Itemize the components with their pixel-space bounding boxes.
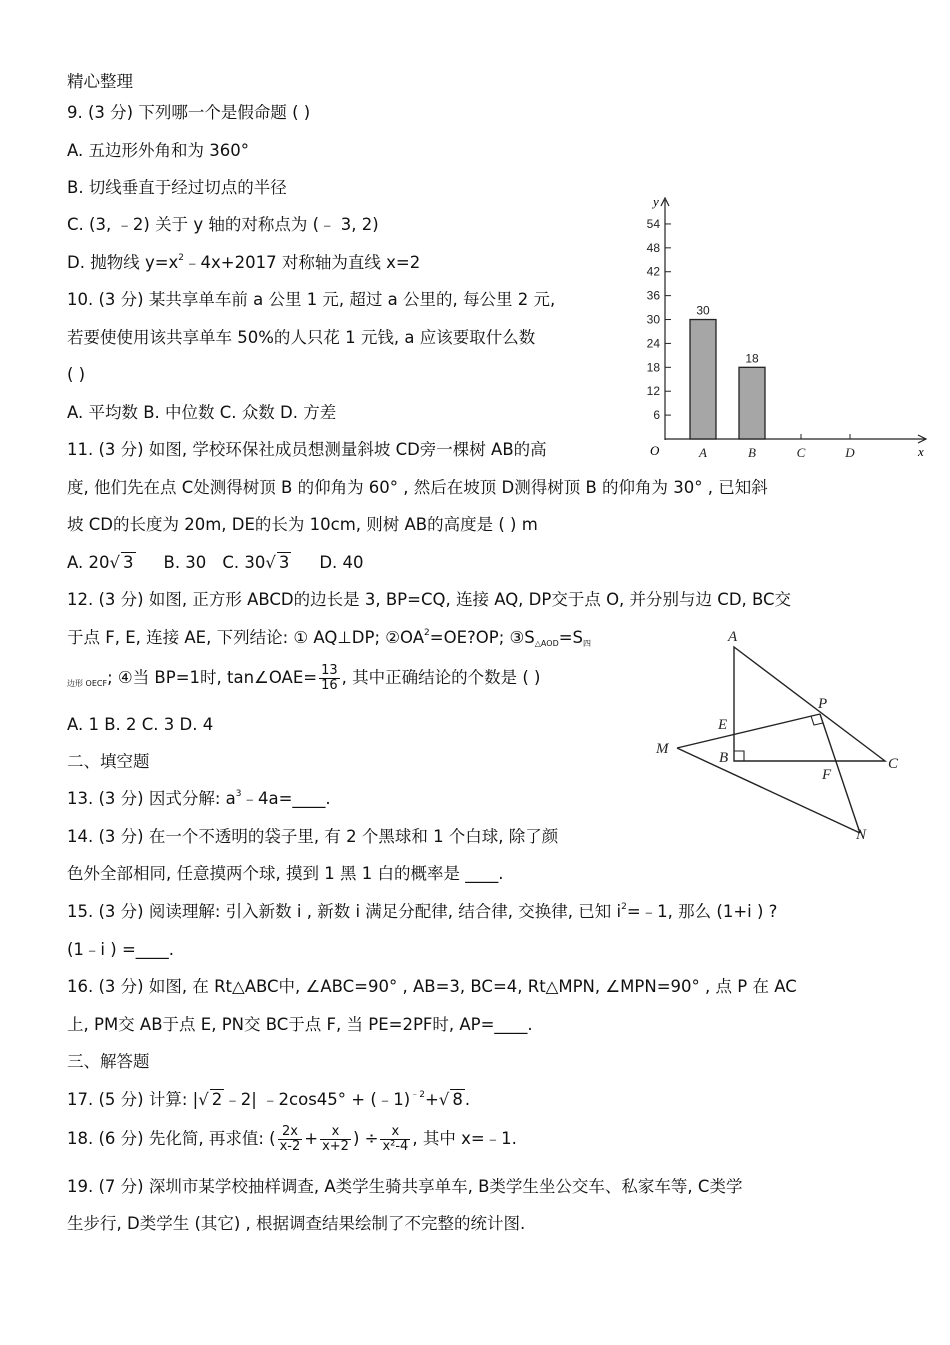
- geometry-figure: [650, 622, 910, 847]
- q16-line2: 上, PM交 AB于点 E, PN交 BC于点 F, 当 PE=2PF时, AP=____.: [67, 1015, 533, 1034]
- bar-label-B: 18: [745, 351, 759, 366]
- q17-end: .: [464, 1090, 471, 1109]
- q14-line1: 14. (3 分) 在一个不透明的袋子里, 有 2 个黑球和 1 个白球, 除了颜: [67, 827, 559, 846]
- q15-line1-b: =﹣1, 那么 (1+i ) ?: [626, 902, 778, 921]
- q12-fraction-denominator: 16: [321, 678, 338, 693]
- label-c: C: [888, 756, 899, 772]
- q18-f1-num: 2x: [278, 1125, 303, 1140]
- bar-label-A: 30: [696, 303, 710, 318]
- label-a: A: [728, 629, 738, 645]
- line-mp: [677, 714, 820, 748]
- q11-options: A. 20√ 3 B. 30 C. 30√ 3 D. 40: [67, 553, 364, 572]
- q15-line1-sup: 2: [621, 902, 627, 912]
- q12-line3-sub: 边形 OECF: [67, 679, 108, 688]
- x-axis-label: x: [918, 444, 924, 459]
- q17-radicand-1: 2: [211, 1090, 223, 1109]
- x-tick-label-D: D: [845, 445, 855, 460]
- q10-options: A. 平均数 B. 中位数 C. 众数 D. 方差: [67, 403, 337, 422]
- q12-line2-sub2: 四: [583, 639, 592, 648]
- q12-line2-b: =OE?OP; ③S: [429, 628, 535, 647]
- q11-option-b: B. 30: [163, 553, 207, 572]
- q17-radicand-2: 8: [452, 1090, 463, 1109]
- q15-line1: [67, 901, 777, 926]
- q11-option-c: C. 30: [222, 553, 266, 572]
- q18-f3-num: x: [380, 1125, 410, 1140]
- q18-f1-den: x-2: [279, 1139, 301, 1154]
- q12-line2-c: =S: [558, 628, 584, 647]
- q9-option-a: A. 五边形外角和为 360°: [67, 141, 249, 160]
- q12-line2: [67, 627, 591, 652]
- bar-B: [739, 367, 765, 439]
- q13-pre: 13. (3 分) 因式分解: a: [67, 789, 236, 808]
- q13: [67, 788, 331, 813]
- label-e: E: [718, 717, 728, 733]
- label-f: F: [822, 767, 832, 783]
- q12-line2-a: 于点 F, E, 连接 AE, 下列结论: ① AQ⊥DP; ②OA: [67, 628, 425, 647]
- q16-line1: 16. (3 分) 如图, 在 Rt△ABC中, ∠ABC=90° , AB=3, BC=4, Rt△MPN, ∠MPN=90° , 点 P 在 AC: [67, 977, 797, 996]
- q18-fraction-1: [278, 1125, 303, 1154]
- q12-line3-b: , 其中正确结论的个数是 ( ): [341, 668, 541, 687]
- q18-f3-den: x²-4: [382, 1139, 409, 1154]
- x-tick-label-A: A: [699, 445, 707, 460]
- q11-option-a: A. 20: [67, 553, 110, 572]
- q11-line3: 坡 CD的长度为 20m, DE的长为 10cm, 则树 AB的高度是 ( ) m: [67, 515, 538, 534]
- q15-line1-a: 15. (3 分) 阅读理解: 引入新数 i , 新数 i 满足分配律, 结合律, 交换律, 已知 i: [67, 902, 622, 921]
- q17-plus: +: [424, 1090, 439, 1109]
- q11-option-d: D. 40: [319, 553, 364, 572]
- y-tick-label-18: 18: [646, 360, 660, 375]
- q11-option-c-radicand: 3: [278, 553, 290, 572]
- y-tick-label-30: 30: [646, 312, 660, 327]
- q18-f2-den: x+2: [322, 1139, 349, 1154]
- q12-fraction-numerator: 13: [321, 663, 338, 678]
- bar-A: [690, 320, 716, 439]
- q18-post: , 其中 x=﹣1.: [412, 1129, 517, 1148]
- q11-line1: 11. (3 分) 如图, 学校环保社成员想测量斜坡 CD旁一棵树 AB的高: [67, 440, 547, 459]
- y-tick-label-54: 54: [646, 216, 660, 231]
- y-tick-label-6: 6: [653, 408, 660, 423]
- q9-option-c: C. (3, ﹣2) 关于 y 轴的对称点为 (﹣ 3, 2): [67, 215, 379, 234]
- y-tick-label-42: 42: [646, 264, 660, 279]
- q17: 17. (5 分) 计算: |√ 2 ﹣2| ﹣2cos45° + (﹣1)$^{﹣2}$+√ 8 .: [67, 1090, 471, 1109]
- q11-option-a-radicand: 3: [123, 553, 134, 572]
- triangle-abc: [734, 647, 885, 761]
- q19-line1: 19. (7 分) 深圳市某学校抽样调查, A类学生骑共享单车, B类学生坐公交车、私家车等, C类学: [67, 1177, 743, 1196]
- q10-line2: 若要使使用该共享单车 50%的人只花 1 元钱, a 应该要取什么数: [67, 328, 536, 347]
- q12-line2-sub1: △AOD: [534, 639, 559, 648]
- q18: [67, 1125, 517, 1154]
- q17-pre: 17. (5 分) 计算: |: [67, 1090, 199, 1109]
- q12-line3-a: ; ④当 BP=1时, tan∠OAE=: [107, 668, 318, 687]
- q10-line1: 10. (3 分) 某共享单车前 a 公里 1 元, 超过 a 公里的, 每公里 2 元,: [67, 290, 556, 309]
- q11-line2: 度, 他们先在点 C处测得树顶 B 的仰角为 60° , 然后在坡顶 D测得树顶 B 的仰角为 30° , 已知斜: [67, 478, 768, 497]
- q14-line2: 色外全部相同, 任意摸两个球, 摸到 1 黑 1 白的概率是 ____.: [67, 864, 504, 883]
- q12-options: A. 1 B. 2 C. 3 D. 4: [67, 715, 214, 734]
- chart-marks: [647, 217, 856, 460]
- x-tick-label-B: B: [748, 445, 756, 460]
- label-m: M: [656, 741, 669, 757]
- q12-line3: [67, 664, 541, 693]
- y-tick-label-24: 24: [646, 336, 660, 351]
- label-b: B: [719, 750, 729, 766]
- q18-fraction-2: [320, 1125, 351, 1154]
- section-solve: 三、解答题: [67, 1052, 150, 1071]
- q18-fraction-3: [380, 1125, 410, 1154]
- page-header: 精心整理: [67, 72, 133, 91]
- q13-post: ﹣4a=____.: [241, 789, 331, 808]
- q18-plus: +: [304, 1129, 319, 1148]
- q18-div: ) ÷: [352, 1129, 379, 1148]
- q18-pre: 18. (6 分) 先化简, 再求值: (: [67, 1129, 276, 1148]
- q15-line2: (1﹣i ) =____.: [67, 940, 175, 959]
- y-tick-label-48: 48: [646, 240, 660, 255]
- q9-stem: 9. (3 分) 下列哪一个是假命题 ( ): [67, 103, 311, 122]
- q9-option-d: [67, 252, 420, 277]
- y-tick-label-36: 36: [646, 288, 660, 303]
- x-tick-label-C: C: [796, 445, 806, 460]
- q10-line3: ( ): [67, 365, 86, 384]
- q17-sup: ﹣2: [410, 1090, 425, 1100]
- q17-mid: ﹣2| ﹣2cos45° + (﹣1): [224, 1090, 411, 1109]
- q18-f2-num: x: [320, 1125, 351, 1140]
- right-angle-b: [734, 751, 744, 761]
- label-n: N: [856, 827, 867, 843]
- origin-label: O: [650, 443, 660, 458]
- section-fill-in: 二、填空题: [67, 752, 150, 771]
- q12-line1: 12. (3 分) 如图, 正方形 ABCD的边长是 3, BP=CQ, 连接 AQ, DP交于点 O, 并分别与边 CD, BC交: [67, 590, 792, 609]
- q9-d-post: ﹣4x+2017 对称轴为直线 x=2: [184, 253, 421, 272]
- q9-d-sup: 2: [178, 253, 185, 263]
- q9-d-pre: D. 抛物线 y=x: [67, 253, 179, 272]
- y-axis-label: y: [653, 194, 659, 209]
- q12-line2-sup: 2: [424, 628, 430, 638]
- q9-option-b: B. 切线垂直于经过切点的半径: [67, 178, 287, 197]
- label-p: P: [818, 696, 828, 712]
- bar-chart: [638, 192, 933, 467]
- q19-line2: 生步行, D类学生 (其它) , 根据调查结果绘制了不完整的统计图.: [67, 1214, 526, 1233]
- q12-fraction: [319, 664, 340, 693]
- y-tick-label-12: 12: [646, 384, 660, 399]
- q13-sup: 3: [235, 789, 242, 799]
